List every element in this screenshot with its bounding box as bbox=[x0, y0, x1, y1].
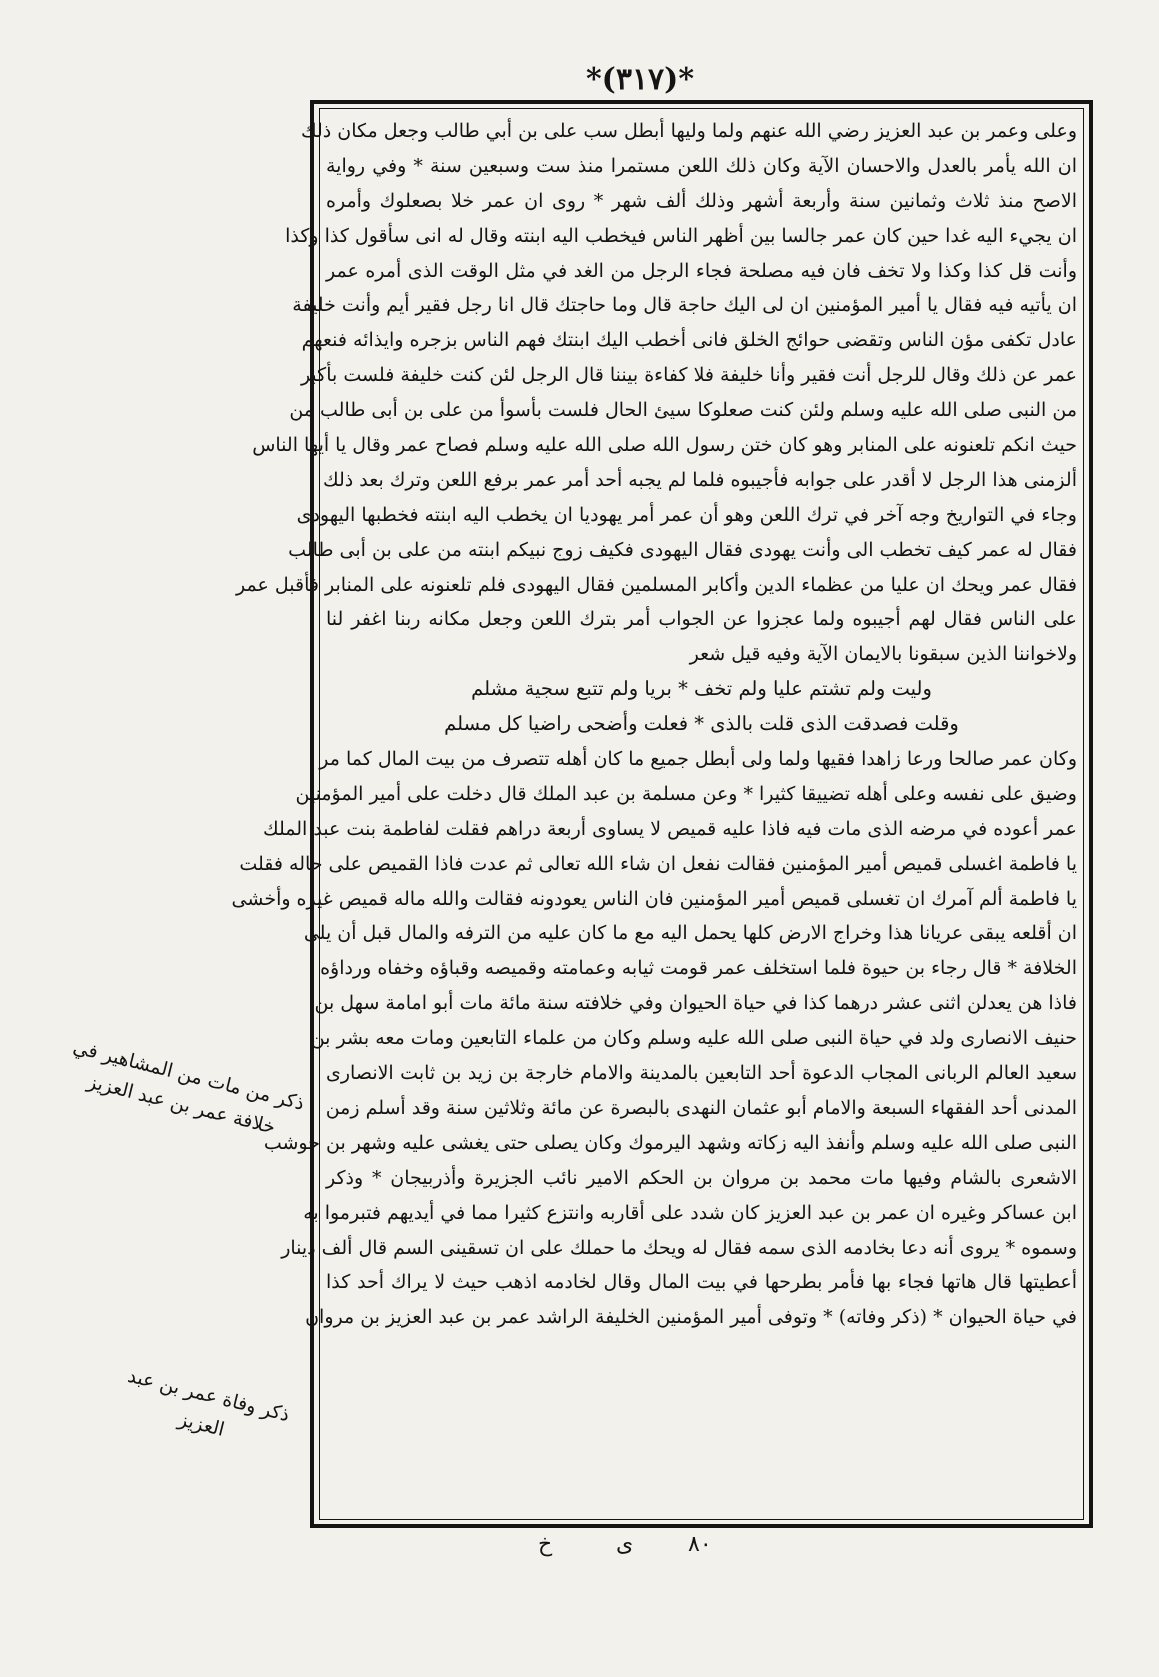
text-line: يا فاطمة ألم آمرك ان تغسلى قميص أمير المؤمنين فان الناس يعودونه فقالت والله ماله قميص غيره وأخشى bbox=[231, 887, 1077, 910]
text-line: ان يجيء اليه غدا حين كان عمر جالسا بين أظهر الناس فيخطب اليه ابنته وقال له انى سأقول كذا وكذا bbox=[285, 224, 1077, 247]
text-line: الاصح منذ ثلاث وثمانين سنة وأربعة أشهر وذلك ألف شهر * روى ان عمر خلا بصعلوك وأمره bbox=[326, 189, 1077, 212]
text-line: عمر أعوده في مرضه الذى مات فيه فاذا عليه قميص لا يساوى أربعة دراهم فقلت لفاطمة بنت عبد الملك bbox=[262, 817, 1077, 840]
text-line: ابن عساكر وغيره ان عمر بن عبد العزيز كان شدد على أقاربه وانتزع كثيرا مما في أيديهم فتبرموا به bbox=[303, 1201, 1077, 1224]
text-line: وعلى وعمر بن عبد العزيز رضي الله عنهم ولما وليها أبطل سب على بن أبي طالب وجعل مكان ذلك bbox=[300, 120, 1077, 142]
text-line: ان أقلعه يبقى عريانا هذا وخراج الارض كلها يحمل اليه مع ما كان عليه من الترفه والمال قبل أن يلى bbox=[303, 922, 1077, 945]
margin-note-death: ذكر وفاة عمر بن عبد العزيز bbox=[125, 1364, 292, 1441]
text-line: فاذا هن يعدلن اثنى عشر درهما كذا في حياة الحيوان وفي خلافته سنة مائة مات أبو امامة سهل بن bbox=[314, 992, 1077, 1015]
text-line: وسموه * يروى أنه دعا بخادمه الذى سمه فقال له ويحك ما حملك على ان تسقينى السم قال ألف دينار bbox=[281, 1236, 1077, 1259]
text-line: وضيق على نفسه وعلى أهله تضييقا كثيرا * وعن مسلمة بن عبد الملك قال دخلت على أمير المؤمنين bbox=[295, 782, 1077, 805]
text-line: حيث انكم تلعنونه على المنابر وهو كان ختن رسول الله صلى الله عليه وسلم فصاح عمر وقال يا أيها الناس bbox=[252, 434, 1077, 457]
text-line: النبى صلى الله عليه وسلم وأنفذ اليه زكاته وشهد اليرموك وكان يصلى حتى يغشى عليه وشهر بن حوشب bbox=[263, 1131, 1077, 1154]
footer-signature-mark: خ bbox=[538, 1532, 553, 1557]
text-line: الخلافة * قال رجاء بن حيوة فلما استخلف عمر قومت ثيابه وعمامته وقميصه وقباؤه وخفاه ورداؤه bbox=[320, 957, 1077, 980]
text-line: وجاء في التواريخ وجه آخر في ترك اللعن وهو أن عمر أمر يهوديا ان يخطب اليه ابنته فخطبها اليهودى bbox=[296, 503, 1077, 526]
text-line: يا فاطمة اغسلى قميص أمير المؤمنين فقالت نفعل ان شاء الله تعالى ثم عدت فاذا القميص على حاله فقلت bbox=[239, 852, 1077, 875]
text-line: ألزمنى هذا الرجل لا أقدر على جوابه فأجيبوه فلما لم يجبه أحد أمر عمر برفع اللعن وترك بعد ذلك bbox=[323, 468, 1077, 491]
text-line: فقال له عمر كيف تخطب الى وأنت يهودى فقال اليهودى فكيف زوج نبيكم ابنته من على بن أبى طالب bbox=[288, 538, 1077, 561]
text-line: وكان عمر صالحا ورعا زاهدا فقيها ولما ولى أبطل جميع ما كان أهله تتصرف من بيت المال كما مر bbox=[319, 748, 1077, 771]
main-text bbox=[231, 114, 1077, 1514]
text-line: في حياة الحيوان * (ذكر وفاته) * وتوفى أمير المؤمنين الخليفة الراشد عمر بن عبد العزيز بن مروان bbox=[305, 1306, 1077, 1329]
text-line: ان يأتيه فيه فقال يا أمير المؤمنين ان لى اليك حاجة قال وما حاجتك قال انا رجل فقير أيم وأنت خليفة bbox=[292, 294, 1077, 317]
text-line: الاشعرى بالشام وفيها مات محمد بن مروان بن الحكم الامير نائب الجزيرة وأذربيجان * وذكر bbox=[326, 1166, 1077, 1189]
text-line: على الناس فقال لهم أجيبوه ولما عجزوا عن الجواب أمر بترك اللعن وجعل مكانه ربنا اغفر لنا bbox=[326, 608, 1077, 631]
text-line: المدنى أحد الفقهاء السبعة والامام أبو عثمان النهدى بالبصرة عن مائة وثلاثين سنة وقد أسلم زمن bbox=[325, 1096, 1077, 1119]
text-line: حنيف الانصارى ولد في حياة النبى صلى الله عليه وسلم وكان من علماء التابعين ومات معه بشر بن bbox=[310, 1027, 1077, 1050]
text-line: فقال عمر ويحك ان عليا من عظماء الدين وأكابر المسلمين فقال اليهودى فلم تلعنونه على المنابر فأقبل عمر bbox=[236, 573, 1077, 596]
text-line: ان الله يأمر بالعدل والاحسان الآية وكان ذلك اللعن مستمرا منذ ست وسبعين سنة * وفي رواية bbox=[326, 154, 1077, 177]
verse-line: وقلت فصدقت الذى قلت بالذى * فعلت وأضحى راضيا كل مسلم bbox=[444, 712, 959, 736]
text-line: عمر عن ذلك وقال للرجل أنت فقير وأنا خليفة فلا كفاءة بيننا قال الرجل لئن كنت خليفة فلست بأكبر bbox=[300, 364, 1077, 387]
verse-line: وليت ولم تشتم عليا ولم تخف * بريا ولم تتبع سجية مشلم bbox=[471, 677, 932, 701]
text-line: وأنت قل كذا وكذا ولا تخف فان فيه مصلحة فجاء الرجل من الغد في مثل الوقت الذى أمره عمر bbox=[326, 259, 1077, 282]
margin-note-notables: ذكر من مات من المشاهير في خلافة عمر بن عبد العزيز bbox=[70, 1036, 307, 1139]
page-number: *(٣١٧)* bbox=[585, 62, 695, 97]
text-line: أعطيتها قال هاتها فجاء بها فأمر بطرحها في بيت المال وقال لخادمه اذهب حيث لا يراك أحد كذا bbox=[326, 1271, 1077, 1294]
text-line: عادل تكفى مؤن الناس وتقضى حوائج الخلق فانى أخطب اليك ابنتك فهم الناس بزجره وايذائه فنعهم bbox=[301, 329, 1077, 352]
text-line: ولاخواننا الذين سبقونا بالايمان الآية وفيه قيل شعر bbox=[689, 643, 1077, 666]
footer-signature-letter: ى bbox=[616, 1532, 634, 1557]
text-line: من النبى صلى الله عليه وسلم ولئن كنت صعلوكا سيئ الحال فلست بأسوأ من على بن أبى طالب من bbox=[289, 399, 1077, 422]
text-line: سعيد العالم الربانى المجاب الدعوة أحد التابعين بالمدينة والامام خارجة بن زيد بن ثابت الانصارى bbox=[326, 1062, 1077, 1085]
footer-signature-number: ٨٠ bbox=[688, 1532, 712, 1557]
